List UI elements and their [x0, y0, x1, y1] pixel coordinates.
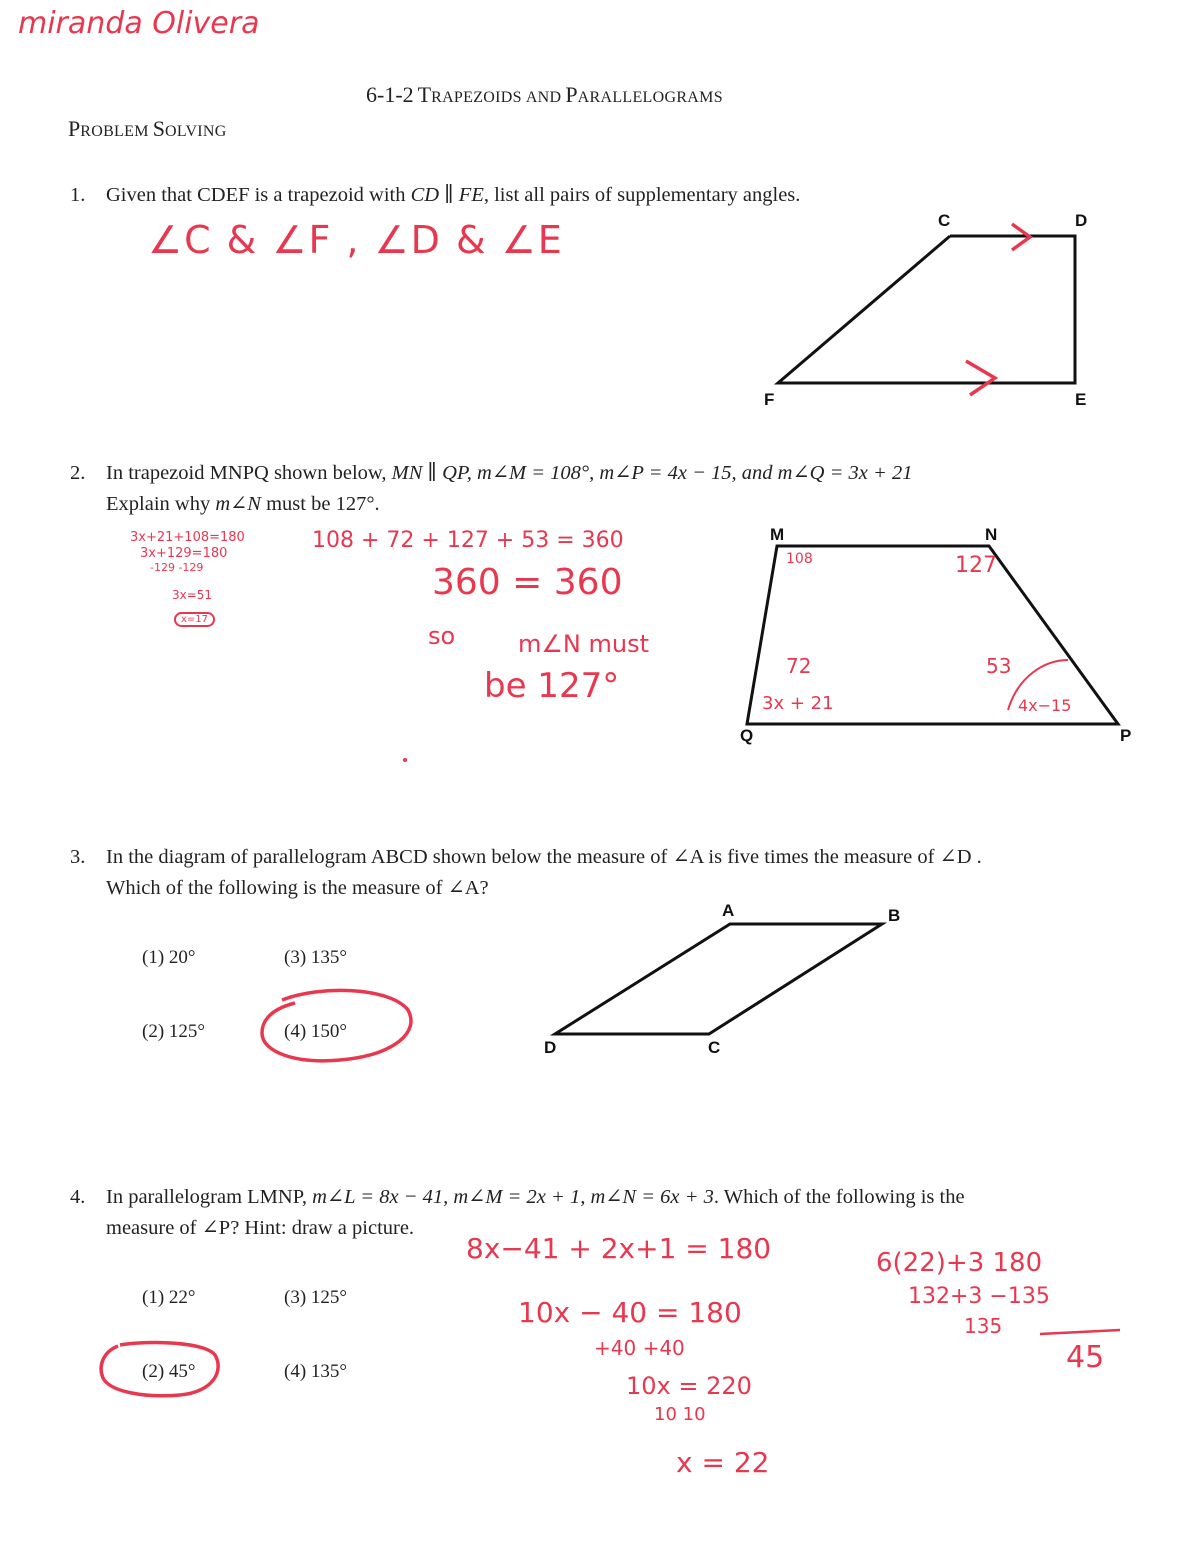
q4-number: 4.	[70, 1186, 86, 1208]
angle-n-note: 127	[955, 553, 997, 578]
parallelogram-abcd-shape	[555, 924, 882, 1034]
q2-work-line-4: 3x=51	[172, 588, 213, 602]
q1-text: Given that CDEF is a trapezoid with CD ∥ FE, list all pairs of supplementary angles.	[106, 184, 801, 206]
q3-choice-4[interactable]: (4) 150°	[284, 1021, 348, 1042]
q2-line2: Explain why m∠N must be 127°.	[106, 493, 380, 515]
parallel-arrow-bottom	[966, 361, 995, 395]
label-b: B	[888, 906, 901, 925]
q3-line1: In the diagram of parallelogram ABCD shown below the measure of ∠A is five times the measure of ∠D .	[106, 846, 982, 868]
page-title: 6-1-2 TRAPEZOIDS AND PARALLELOGRAMS	[366, 82, 723, 107]
student-name: miranda Olivera	[18, 6, 260, 41]
q2-work-line-1: 3x+21+108=180	[130, 530, 245, 545]
q3-choice-3[interactable]: (3) 135°	[284, 947, 348, 968]
q4-choice-3[interactable]: (3) 125°	[284, 1287, 348, 1308]
q3-line2: Which of the following is the measure of ∠A?	[106, 877, 489, 899]
q4-work-line-6: x = 22	[676, 1446, 770, 1479]
angle-p-expression: 4x−15	[1018, 696, 1072, 715]
label-n: N	[985, 525, 998, 544]
q3-choice-2[interactable]: (2) 125°	[142, 1021, 206, 1042]
q2-work-equation: 360 = 360	[432, 562, 623, 603]
q4-work-right-1: 6(22)+3 180	[876, 1248, 1043, 1278]
q2-work-must: m∠N must	[518, 630, 649, 658]
q4-work-line-5: 10 10	[654, 1404, 706, 1425]
angle-p-value: 53	[986, 654, 1012, 678]
q2-work-be: be 127°	[484, 666, 620, 706]
q4-choice-4[interactable]: (4) 135°	[284, 1361, 348, 1382]
q4-work-line-4: 10x = 220	[626, 1372, 752, 1400]
trapezoid-cdef-shape	[778, 236, 1075, 383]
q4-choice-1[interactable]: (1) 22°	[142, 1287, 196, 1308]
label-d: D	[1075, 211, 1088, 230]
q4-work-right-2: 132+3 −135	[908, 1284, 1050, 1309]
q3-number: 3.	[70, 846, 86, 868]
q4-work-line-3: +40 +40	[594, 1336, 685, 1360]
q4-choice-2[interactable]: (2) 45°	[142, 1361, 196, 1382]
q3-choice-1[interactable]: (1) 20°	[142, 947, 196, 968]
label-q: Q	[740, 726, 754, 745]
q4-work-right-4: 45	[1066, 1340, 1105, 1375]
stray-dot	[403, 758, 407, 762]
angle-q-value: 72	[786, 654, 812, 678]
angle-q-expression: 3x + 21	[762, 693, 834, 714]
q4-line1: In parallelogram LMNP, m∠L = 8x − 41, m∠M = 2x + 1, m∠N = 6x + 3. Which of the following is the	[106, 1186, 965, 1208]
q2-work-sum: 108 + 72 + 127 + 53 = 360	[312, 528, 624, 553]
section-heading: PROBLEM SOLVING	[68, 116, 227, 141]
q4-work-line-1: 8x−41 + 2x+1 = 180	[466, 1232, 772, 1265]
q4-line2: measure of ∠P? Hint: draw a picture.	[106, 1217, 415, 1239]
label-f: F	[764, 390, 775, 409]
q1-number: 1.	[70, 184, 86, 206]
label-c2: C	[708, 1038, 721, 1057]
q2-work-so: so	[428, 622, 456, 650]
q2-number: 2.	[70, 462, 86, 484]
q4-work-right-3: 135	[964, 1314, 1003, 1338]
q2-work-line-3: -129 -129	[150, 561, 204, 574]
q4-work-line-2: 10x − 40 = 180	[518, 1296, 742, 1329]
label-m: M	[770, 525, 785, 544]
q4-division-line	[1040, 1330, 1120, 1334]
label-c: C	[938, 211, 951, 230]
label-d2: D	[544, 1038, 557, 1057]
angle-m-note: 108	[786, 551, 813, 567]
q1-answer: ∠C & ∠F , ∠D & ∠E	[148, 218, 564, 262]
label-p: P	[1120, 726, 1132, 745]
parallel-arrow-top	[1012, 224, 1030, 250]
q2-line1: In trapezoid MNPQ shown below, MN ∥ QP, m∠M = 108°, m∠P = 4x − 15, and m∠Q = 3x + 21	[106, 462, 913, 484]
label-e: E	[1075, 390, 1087, 409]
q2-work-line-2: 3x+129=180	[140, 546, 228, 561]
label-a: A	[722, 901, 735, 920]
q2-work-solution-circled: x=17	[174, 612, 215, 627]
